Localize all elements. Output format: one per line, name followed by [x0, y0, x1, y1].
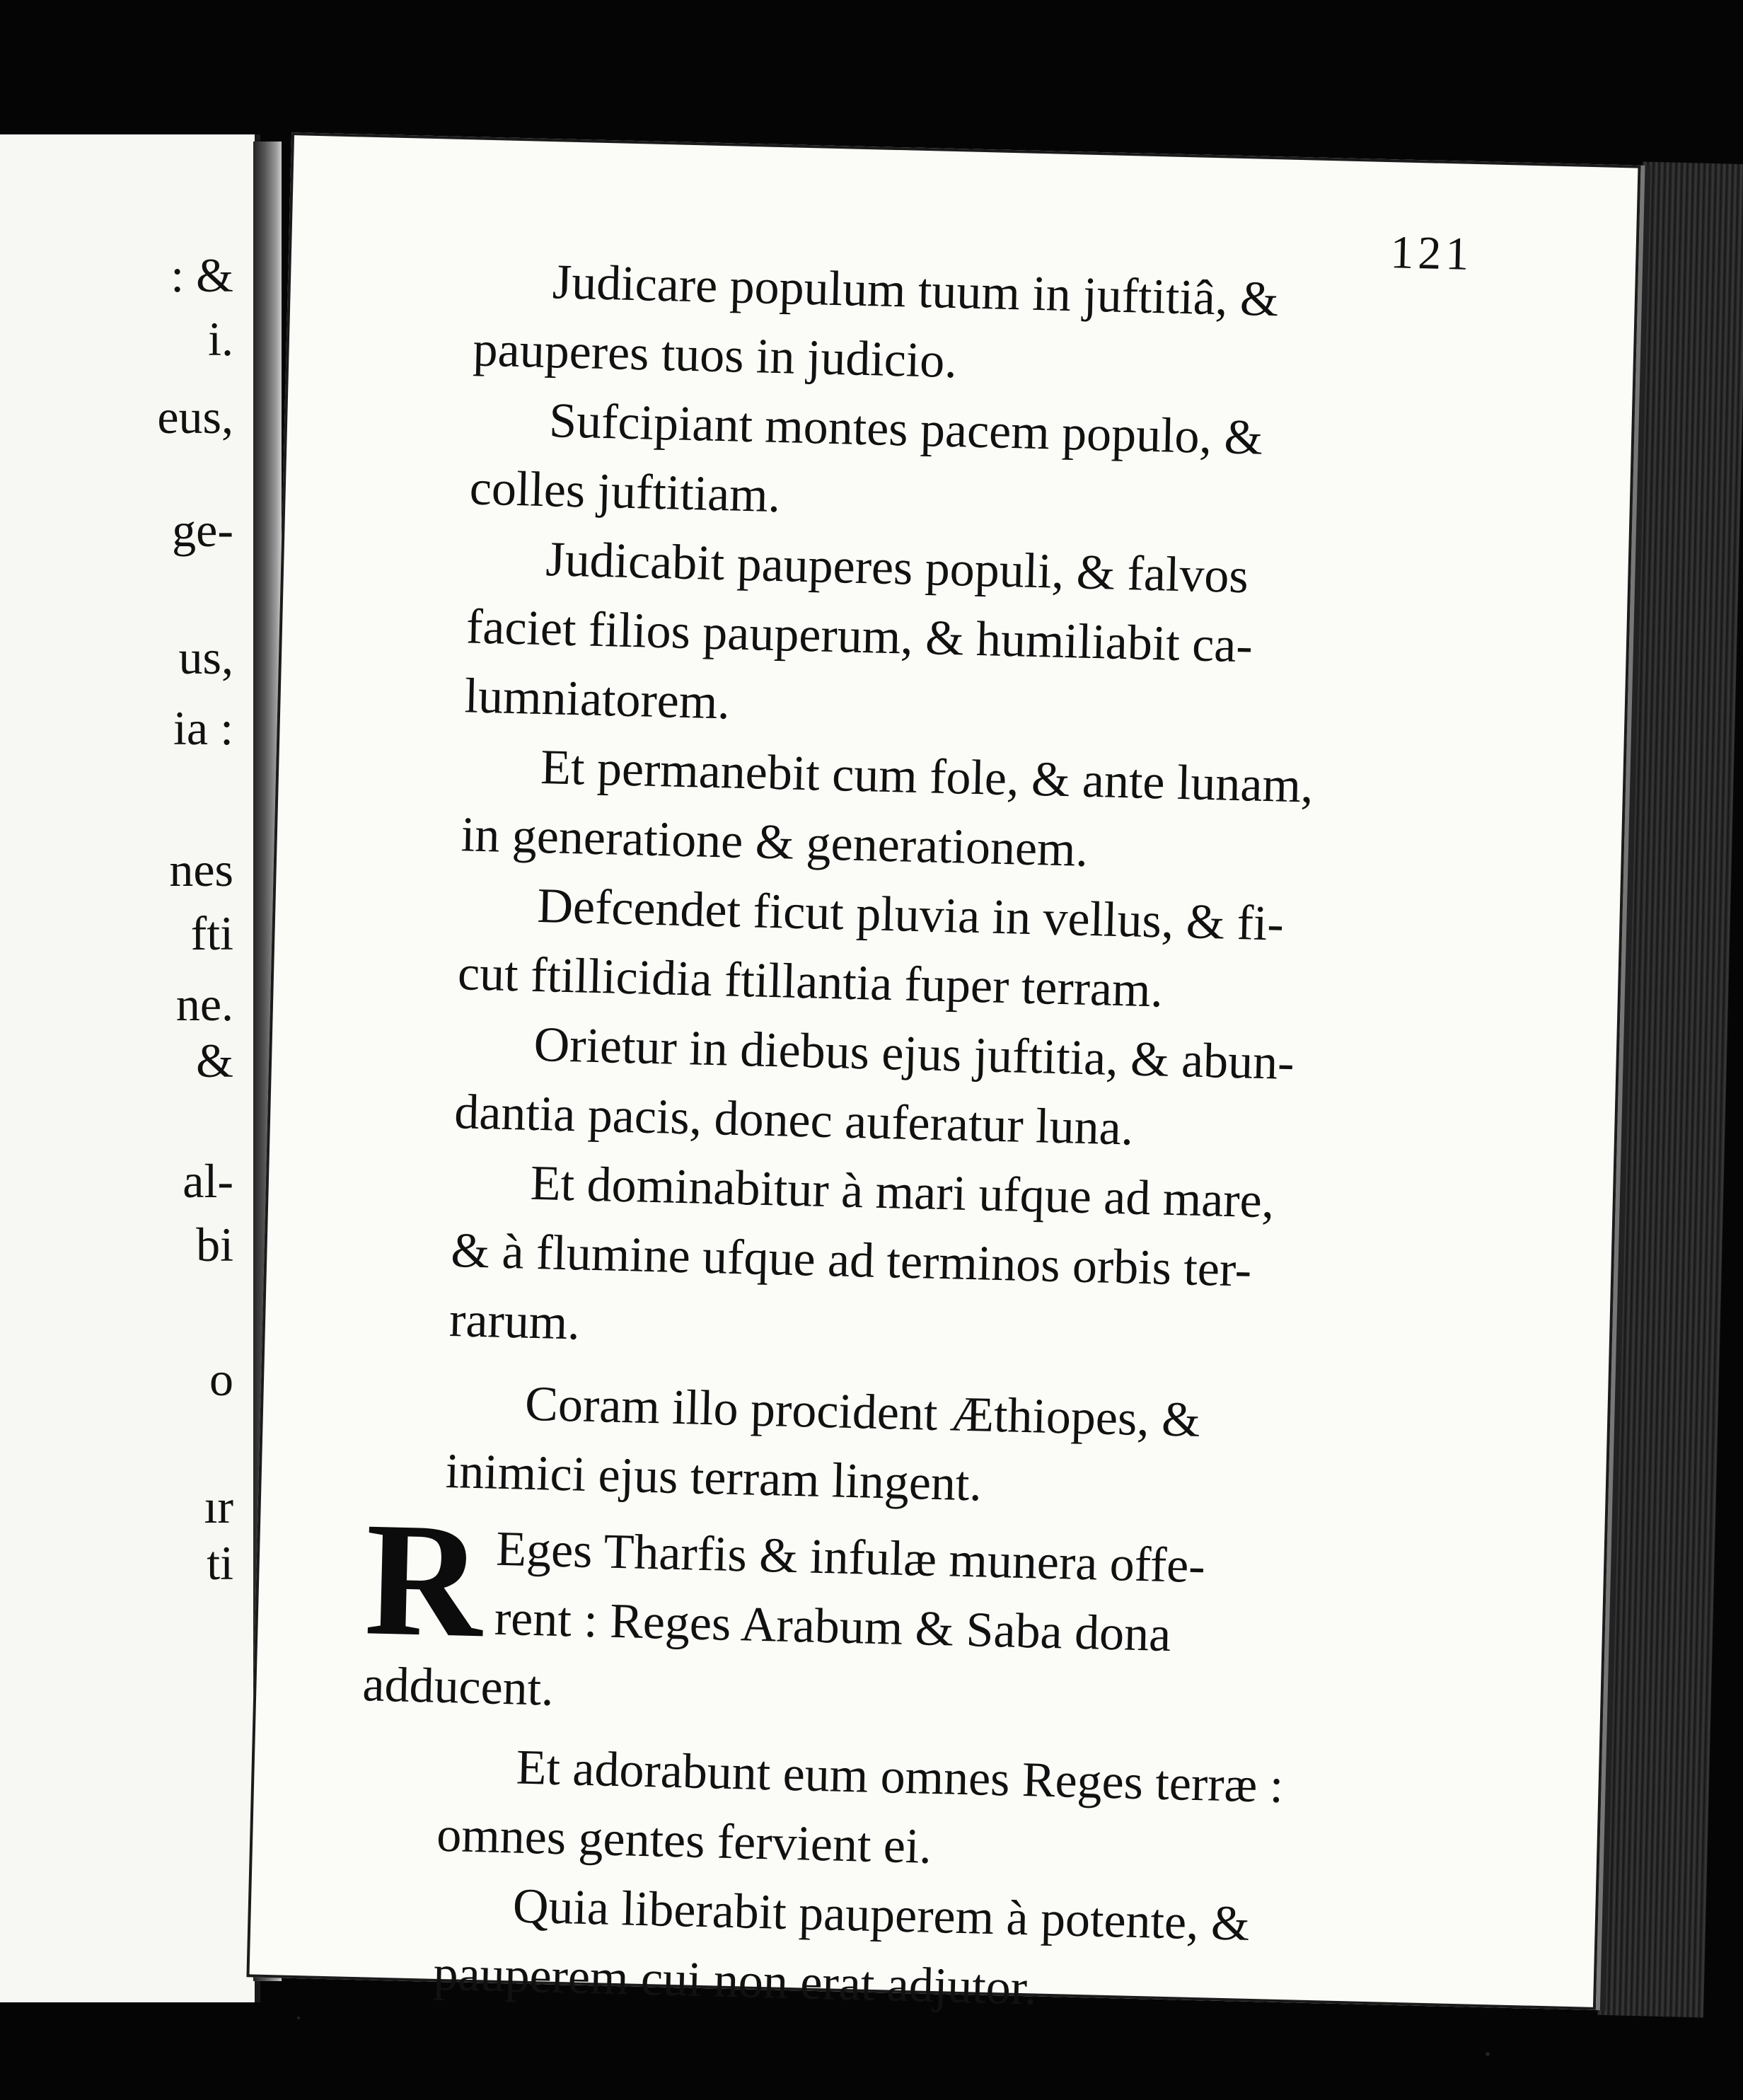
left-fragment: ia :: [173, 701, 233, 755]
left-fragment: nes: [169, 843, 233, 896]
left-fragment: eus,: [157, 390, 233, 444]
verse-line: & à flumine ufque ad terminos orbis ter-: [450, 1223, 1253, 1298]
verse: [354, 1868, 1432, 2033]
verse-line: adducent.: [361, 1657, 555, 1717]
verse: [379, 868, 1457, 1033]
verse-line: rarum.: [448, 1293, 581, 1351]
right-page: [246, 132, 1640, 2016]
dust-speck: [1486, 2052, 1490, 2056]
verse-line: in generatione & generationem.: [461, 807, 1089, 877]
left-fragment: ge-: [172, 503, 233, 557]
verse: [376, 1006, 1454, 1171]
verse-line: faciet filios pauperum, & humiliabit ca-: [465, 599, 1253, 674]
verse-line: colles juftitiam.: [468, 461, 782, 524]
verse-line: Coram illo procident Æthiopes, &: [524, 1376, 1201, 1448]
left-fragment: us,: [178, 630, 233, 684]
verse-line: Et adorabunt eum omnes Reges terræ :: [515, 1740, 1285, 1814]
verse-line: Et permanebit cum fole, & ante lunam,: [540, 739, 1314, 814]
left-fragment: bi: [196, 1218, 233, 1271]
verse-line: Orietur in diebus ejus juftitia, & abun-: [533, 1017, 1295, 1091]
verse-line: Sufcipiant montes pacem populo, &: [548, 393, 1263, 466]
verse-line: lumniatorem.: [463, 669, 731, 730]
left-fragment: ti: [207, 1536, 233, 1590]
left-fragment: &: [196, 1034, 233, 1088]
left-fragment: : &: [170, 248, 233, 302]
verse-line: dantia pacis, donec auferatur luna.: [453, 1085, 1135, 1156]
dust-speck: [297, 2017, 300, 2019]
verse-line: Judicare populum tuum in juftitiâ, &: [552, 255, 1280, 328]
left-fragment: fti: [190, 906, 233, 960]
left-fragment: al-: [183, 1154, 233, 1208]
verse-line: cut ftillicidia ftillantia fuper terram.: [457, 946, 1164, 1018]
verse-line: inimici ejus terram lingent.: [445, 1443, 983, 1512]
verse-line: omnes gentes fervient ei.: [436, 1807, 932, 1874]
page-number: 121: [1389, 226, 1474, 280]
verse: [395, 244, 1473, 409]
verse: [371, 1145, 1451, 1379]
left-page-fragment: [0, 134, 260, 2002]
verse: [367, 1366, 1445, 1530]
verse-line: Et dominabitur à mari ufque ad mare,: [530, 1155, 1275, 1229]
verse-line: pauperem cui non erat adjutor.: [432, 1946, 1038, 2016]
verse: [391, 383, 1469, 548]
left-fragment: i.: [208, 312, 233, 366]
verse-line: Judicabit pauperes populi, & falvos: [545, 532, 1249, 604]
left-fragment: ne.: [175, 977, 233, 1031]
verse: [383, 729, 1461, 894]
verse-line: rent : Reges Arabum & Saba dona: [494, 1591, 1172, 1663]
verse-line: Eges Tharfis & infulæ munera offe-: [495, 1521, 1206, 1594]
left-fragment: ır: [204, 1479, 233, 1533]
psalm-text: [354, 244, 1472, 2033]
verse-line: pauperes tuos in judicio.: [472, 322, 958, 389]
verse-line: Quia liberabit pauperem à potente, &: [512, 1879, 1251, 1951]
verse: [386, 521, 1466, 756]
dropcap-verse: [361, 1488, 1442, 1746]
verse: [358, 1729, 1436, 1894]
left-fragment: o: [209, 1352, 233, 1406]
drop-cap-initial: R: [363, 1488, 485, 1672]
verse-line: Defcendet ficut pluvia in vellus, & fi-: [536, 878, 1285, 952]
